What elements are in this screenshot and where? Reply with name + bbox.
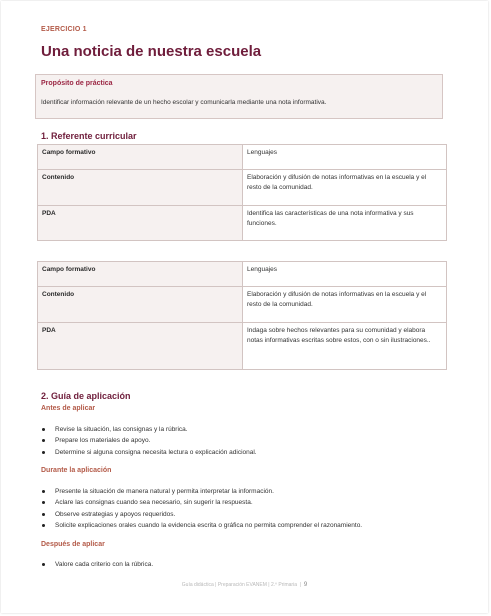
list-item: Presente la situación de manera natural y permita interpretar la información.: [41, 486, 362, 497]
section-heading-guia: 2. Guía de aplicación: [41, 391, 131, 401]
curricular-table-2: [37, 261, 447, 370]
section-heading-referente: 1. Referente curricular: [41, 131, 137, 141]
table-label: PDA: [38, 323, 243, 370]
table-value: Lenguajes: [243, 262, 447, 287]
footer-separator: |: [299, 582, 302, 588]
list-item: Prepare los materiales de apoyo.: [41, 435, 257, 446]
list-item: Revise la situación, las consignas y la rúbrica.: [41, 424, 257, 435]
table-label: Campo formativo: [38, 262, 243, 287]
table-row: [38, 145, 447, 170]
table-row: [38, 323, 447, 370]
subsection-despues: Después de aplicar: [41, 541, 105, 548]
list-item: Observe estrategias y apoyos requeridos.: [41, 509, 362, 520]
table-label: Campo formativo: [38, 145, 243, 170]
table-value: Elaboración y difusión de notas informativas en la escuela y el resto de la comunidad.: [243, 287, 447, 323]
table-label: PDA: [38, 206, 243, 241]
table-row: [38, 287, 447, 323]
document-page: [1, 1, 488, 613]
table-value: Lenguajes: [243, 145, 447, 170]
table-label: Contenido: [38, 287, 243, 323]
list-item: Aclare las consignas cuando sea necesario, sin sugerir la respuesta.: [41, 497, 362, 508]
purpose-title: Propósito de práctica: [41, 80, 113, 87]
exercise-label: EJERCICIO 1: [41, 26, 87, 33]
curricular-table-1: [37, 144, 447, 241]
antes-list: [41, 424, 257, 458]
list-item: Valore cada criterio con la rúbrica.: [41, 559, 153, 570]
purpose-text: Identificar información relevante de un hecho escolar y comunicarla mediante una nota informativa.: [41, 99, 327, 106]
list-item: Solicite explicaciones orales cuando la evidencia escrita o gráfica no permita comprender el razonamiento.: [41, 520, 362, 531]
list-item: Determine si alguna consigna necesita lectura o explicación adicional.: [41, 447, 257, 458]
table-value: Indaga sobre hechos relevantes para su comunidad y elabora notas informativas escritas sobre estos, con o sin ilustraciones..: [243, 323, 447, 370]
page-number: 9: [303, 582, 308, 588]
page-title: Una noticia de nuestra escuela: [41, 43, 262, 60]
table-row: [38, 206, 447, 241]
purpose-box: [35, 74, 443, 119]
table-value: Identifica las características de una nota informativa y sus funciones.: [243, 206, 447, 241]
durante-list: [41, 486, 362, 531]
subsection-antes: Antes de aplicar: [41, 405, 96, 412]
table-row: [38, 170, 447, 206]
footer-text: Guía didáctica | Preparación EVANEM | 2.º Primaria: [181, 582, 297, 588]
page-footer: [1, 582, 488, 588]
despues-list: [41, 559, 153, 570]
table-row: [38, 262, 447, 287]
subsection-durante: Durante la aplicación: [41, 467, 112, 474]
table-label: Contenido: [38, 170, 243, 206]
table-value: Elaboración y difusión de notas informativas en la escuela y el resto de la comunidad.: [243, 170, 447, 206]
